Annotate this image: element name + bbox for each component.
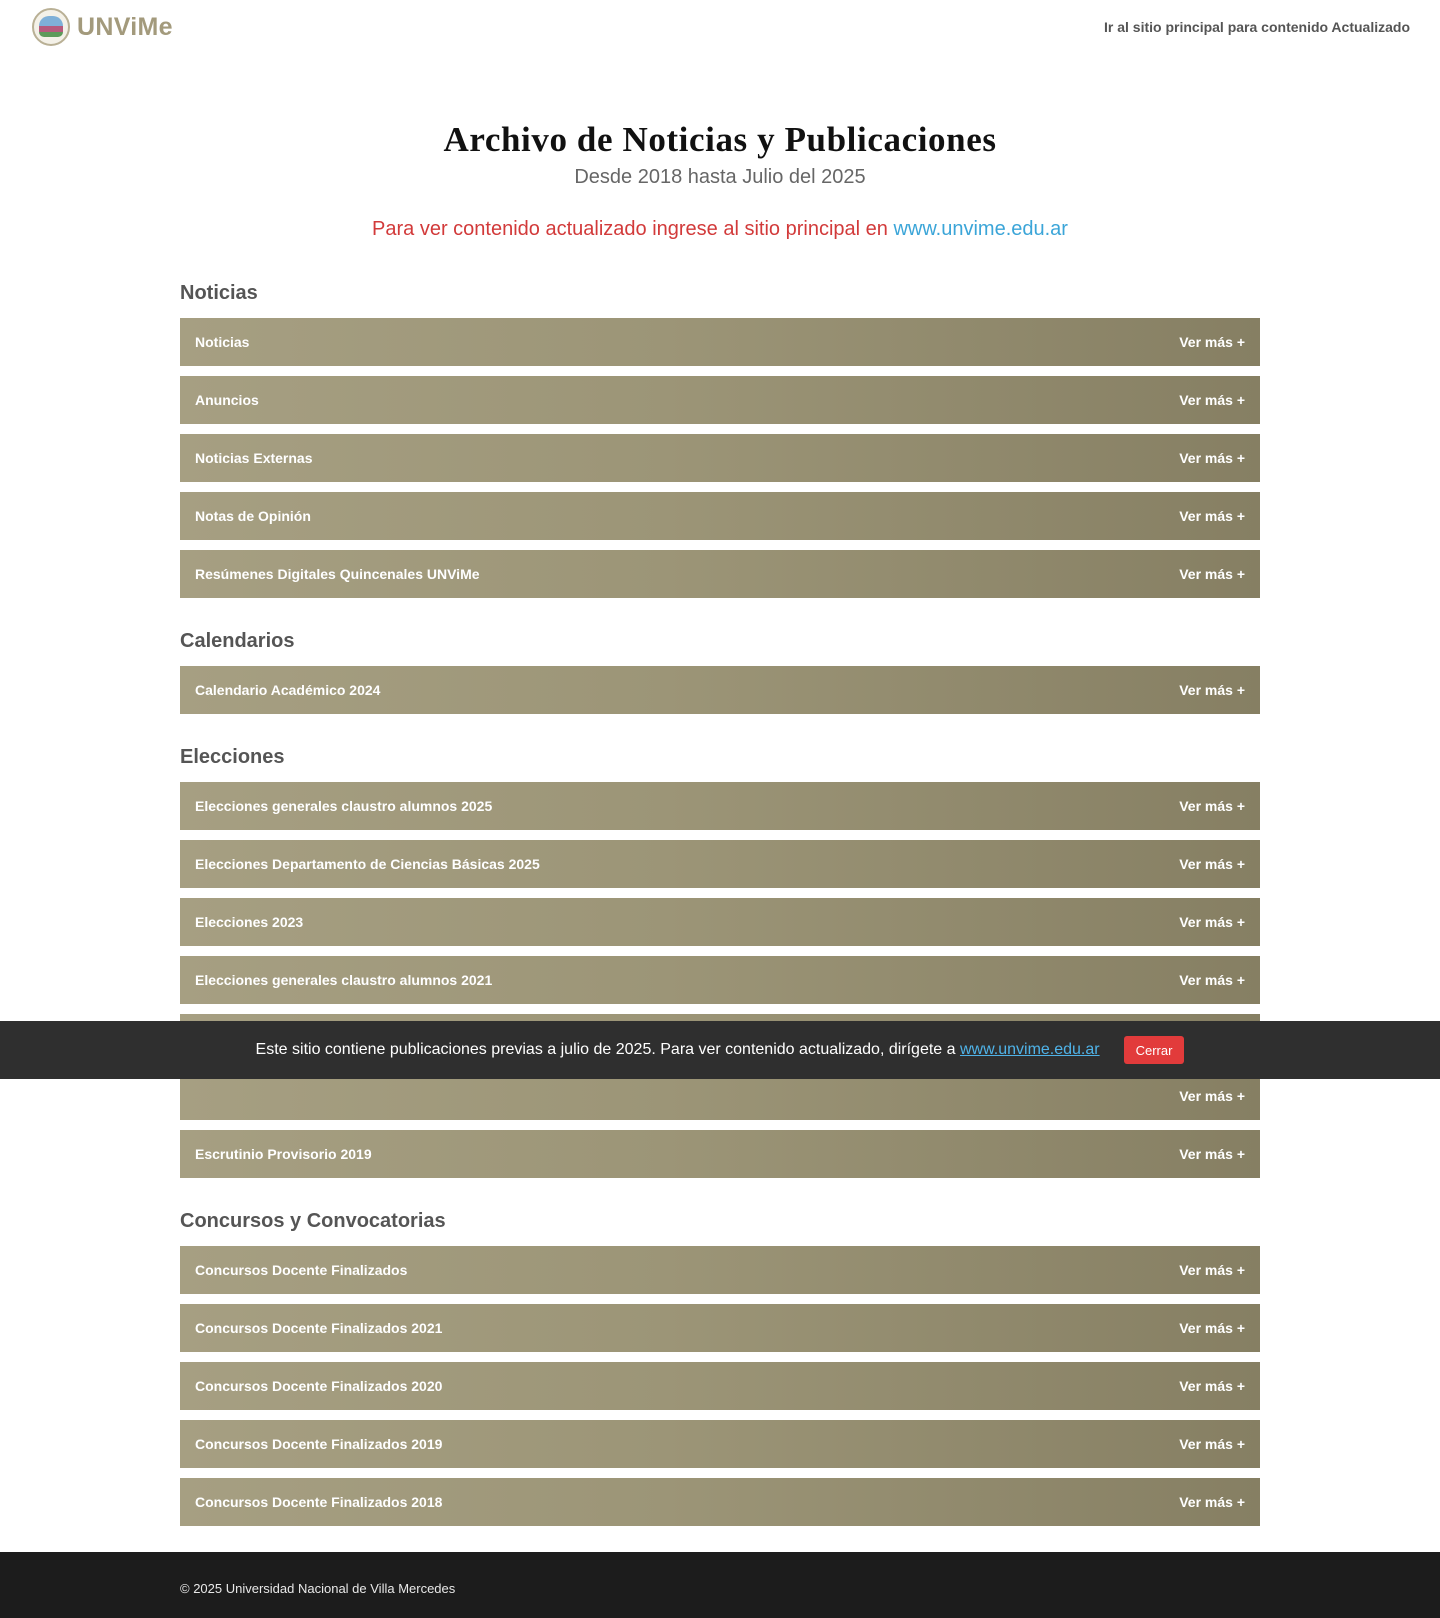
accordion-item[interactable] <box>180 492 1260 540</box>
section-title: Elecciones <box>180 746 285 768</box>
cookie-banner <box>0 1021 1440 1079</box>
accordion-item-label: Concursos Docente Finalizados <box>195 1262 408 1278</box>
site-logo[interactable] <box>32 8 173 46</box>
accordion-item[interactable] <box>180 1304 1260 1352</box>
ver-mas-button[interactable]: Ver más + <box>1179 1088 1245 1104</box>
section-item-list <box>180 782 1260 1178</box>
accordion-item-label: Noticias Externas <box>195 450 313 466</box>
banner-link[interactable]: www.unvime.edu.ar <box>959 1041 1100 1058</box>
section <box>180 744 1260 1178</box>
accordion-item[interactable] <box>180 956 1260 1004</box>
ver-mas-button[interactable]: Ver más + <box>1179 1378 1245 1394</box>
ver-mas-button[interactable]: Ver más + <box>1179 334 1245 350</box>
accordion-item[interactable] <box>180 1478 1260 1526</box>
ver-mas-button[interactable]: Ver más + <box>1179 450 1245 466</box>
ver-mas-button[interactable]: Ver más + <box>1179 508 1245 524</box>
accordion-item[interactable] <box>180 1362 1260 1410</box>
ver-mas-button[interactable]: Ver más + <box>1179 682 1245 698</box>
accordion-item[interactable] <box>180 434 1260 482</box>
accordion-item-label: Notas de Opinión <box>195 508 311 524</box>
ver-mas-button[interactable]: Ver más + <box>1179 856 1245 872</box>
accordion-item-label: Concursos Docente Finalizados 2018 <box>195 1494 443 1510</box>
accordion-item-label: Calendario Académico 2024 <box>195 682 381 698</box>
close-banner-button[interactable]: Cerrar <box>1124 1036 1185 1064</box>
site-footer <box>0 1552 1440 1618</box>
section-title: Calendarios <box>180 630 295 652</box>
accordion-item-label: Escrutinio Provisorio 2019 <box>195 1146 372 1162</box>
accordion-item[interactable] <box>180 666 1260 714</box>
accordion-item-label: Noticias <box>195 334 250 350</box>
section <box>180 1208 1260 1526</box>
accordion-item[interactable] <box>180 898 1260 946</box>
banner-text <box>256 1041 1100 1059</box>
sections-container <box>180 280 1260 1526</box>
accordion-item[interactable] <box>180 376 1260 424</box>
accordion-item-label: Elecciones Departamento de Ciencias Básicas 2025 <box>195 856 540 872</box>
ver-mas-button[interactable]: Ver más + <box>1179 972 1245 988</box>
notice-text: Para ver contenido actualizado ingrese al sitio principal en <box>372 218 894 240</box>
ver-mas-button[interactable]: Ver más + <box>1179 1494 1245 1510</box>
accordion-item-label: Elecciones 2023 <box>195 914 304 930</box>
ver-mas-button[interactable]: Ver más + <box>1179 1262 1245 1278</box>
accordion-item-label: Resúmenes Digitales Quincenales UNViMe <box>195 566 480 582</box>
accordion-item[interactable] <box>180 550 1260 598</box>
ver-mas-button[interactable]: Ver más + <box>1179 1436 1245 1452</box>
section-title: Noticias <box>180 282 258 304</box>
ver-mas-button[interactable]: Ver más + <box>1179 1320 1245 1336</box>
notice-link[interactable]: www.unvime.edu.ar <box>893 218 1068 240</box>
accordion-item[interactable] <box>180 318 1260 366</box>
section-item-list <box>180 1246 1260 1526</box>
accordion-item[interactable] <box>180 1130 1260 1178</box>
accordion-item-label: Concursos Docente Finalizados 2019 <box>195 1436 443 1452</box>
accordion-item[interactable] <box>180 840 1260 888</box>
section-item-list <box>180 318 1260 598</box>
site-header <box>0 0 1440 56</box>
ver-mas-button[interactable]: Ver más + <box>1179 914 1245 930</box>
accordion-item-label: Concursos Docente Finalizados 2020 <box>195 1378 443 1394</box>
page-title: Archivo de Noticias y Publicaciones <box>443 120 997 159</box>
footer-copyright: © 2025 Universidad Nacional de Villa Mercedes <box>180 1581 456 1596</box>
section <box>180 280 1260 598</box>
logo-text: UNViMe <box>77 12 173 41</box>
accordion-item-label: Elecciones generales claustro alumnos 2025 <box>195 798 493 814</box>
update-notice <box>180 216 1260 242</box>
accordion-item[interactable] <box>180 1072 1260 1120</box>
logo-emblem-icon <box>32 8 70 46</box>
ver-mas-button[interactable]: Ver más + <box>1179 798 1245 814</box>
accordion-item[interactable] <box>180 1420 1260 1468</box>
section <box>180 628 1260 714</box>
main-site-link[interactable]: Ir al sitio principal para contenido Actualizado <box>1104 19 1410 35</box>
accordion-item[interactable] <box>180 1246 1260 1294</box>
section-title: Concursos y Convocatorias <box>180 1210 446 1232</box>
ver-mas-button[interactable]: Ver más + <box>1179 392 1245 408</box>
page-subtitle: Desde 2018 hasta Julio del 2025 <box>574 166 866 188</box>
main-content <box>180 118 1260 1526</box>
section-item-list <box>180 666 1260 714</box>
ver-mas-button[interactable]: Ver más + <box>1179 566 1245 582</box>
accordion-item[interactable] <box>180 782 1260 830</box>
accordion-item-label: Anuncios <box>195 392 259 408</box>
banner-message: Este sitio contiene publicaciones previas a julio de 2025. Para ver contenido actualizado, dirígete a <box>255 1041 960 1058</box>
ver-mas-button[interactable]: Ver más + <box>1179 1146 1245 1162</box>
accordion-item-label: Elecciones generales claustro alumnos 2021 <box>195 972 493 988</box>
accordion-item-label: Concursos Docente Finalizados 2021 <box>195 1320 443 1336</box>
